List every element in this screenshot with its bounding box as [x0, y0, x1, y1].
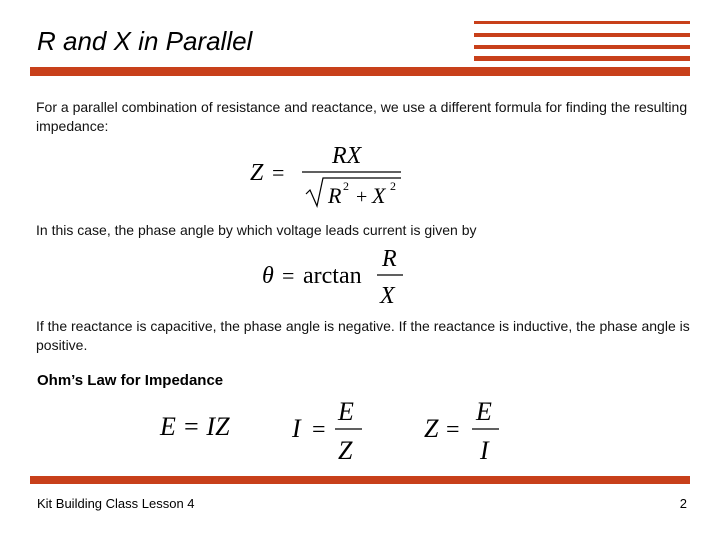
header-stripe-3	[474, 45, 690, 49]
impedance-rad-plus: +	[356, 186, 368, 208]
title-rule	[30, 67, 690, 76]
slide-title: R and X in Parallel	[37, 26, 253, 56]
impedance-rad-x: X	[372, 183, 386, 208]
header-stripe-4	[474, 56, 690, 61]
phase-denominator: X	[380, 283, 395, 309]
impedance-numerator: RX	[332, 143, 362, 169]
intro-text: For a parallel combination of resistance and reactance, we use a different formula for finding the resulting impedance:	[36, 99, 688, 134]
sqrt-sign	[306, 178, 401, 206]
sign-text: If the reactance is capacitive, the phase angle is negative. If the reactance is inductive, the phase angle is positive.	[36, 318, 690, 353]
ohms-law-heading: Ohm’s Law for Impedance	[37, 372, 224, 389]
ohm3-denominator: I	[480, 436, 489, 465]
impedance-rad-exp2: 2	[390, 179, 396, 193]
phase-numerator: R	[382, 246, 397, 272]
impedance-rad-exp1: 2	[343, 179, 349, 193]
header-stripe-1	[474, 21, 690, 24]
ohm-formula-3	[422, 393, 504, 467]
impedance-lhs: Z	[250, 160, 264, 186]
ohm-formula-2	[290, 393, 370, 467]
ohm3-equals: =	[446, 417, 460, 443]
impedance-formula	[246, 140, 406, 210]
footer-course: Kit Building Class Lesson 4	[37, 496, 195, 511]
header-stripe-2	[474, 33, 690, 37]
ohm3-lhs: Z	[424, 414, 439, 443]
phase-text: In this case, the phase angle by which voltage leads current is given by	[36, 222, 477, 238]
ohm2-lhs: I	[292, 414, 301, 443]
ohm3-numerator: E	[476, 397, 492, 426]
footer-rule	[30, 476, 690, 484]
impedance-equals: =	[272, 160, 285, 185]
ohm-formula-1	[158, 405, 258, 445]
phase-func: arctan	[303, 263, 362, 289]
phase-lhs: θ	[262, 263, 274, 289]
ohm2-denominator: Z	[338, 436, 353, 465]
impedance-rad-r: R	[328, 183, 342, 208]
page-number: 2	[679, 496, 687, 511]
ohm2-numerator: E	[338, 397, 354, 426]
ohm1-text: E = IZ	[160, 412, 230, 441]
phase-formula	[258, 243, 408, 309]
phase-equals: =	[282, 263, 295, 288]
ohm2-equals: =	[312, 417, 326, 443]
